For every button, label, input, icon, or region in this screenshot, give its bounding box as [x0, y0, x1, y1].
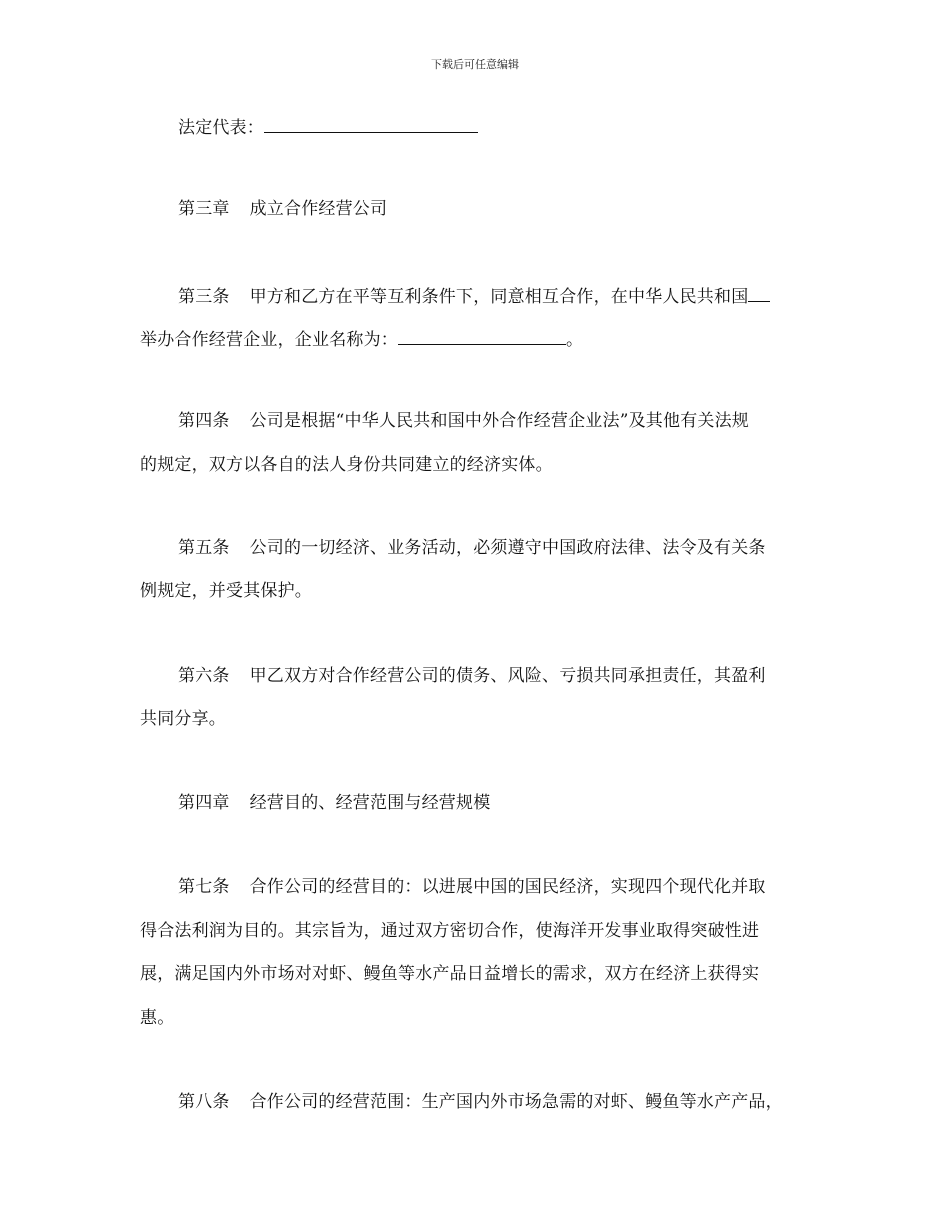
article-3-line-2	[140, 328, 830, 350]
article-7-line-3: 展，满足国内外市场对对虾、鳗鱼等水产品日益增长的需求，双方在经济上获得实	[140, 964, 760, 984]
legal-rep-label: 法定代表：	[178, 118, 264, 138]
article-6-line-1	[178, 666, 830, 686]
legal-rep-blank	[264, 116, 478, 133]
legal-representative-line	[178, 116, 830, 138]
article-text: 。	[566, 330, 584, 350]
article-text: 公司是根据“中华人民共和国中外合作经营企业法”及其他有关法规	[249, 411, 749, 431]
article-5-line-1	[178, 538, 830, 558]
page-header: 下载后可任意编辑	[431, 58, 519, 71]
chapter-3-heading	[178, 199, 830, 219]
article-text: 甲乙双方对合作经营公司的债务、风险、亏损共同承担责任，其盈利	[249, 666, 766, 686]
article-text: 公司的一切经济、业务活动，必须遵守中国政府法律、法令及有关条	[249, 538, 766, 558]
article-7-line-4: 惠。	[140, 1008, 175, 1028]
article-text: 甲方和乙方在平等互利条件下，同意相互合作，在中华人民共和国	[249, 287, 749, 307]
article-8-line-1	[178, 1092, 830, 1112]
article-number: 第七条	[178, 877, 230, 897]
chapter-number: 第四章	[178, 793, 230, 813]
article-text: 合作公司的经营目的：以进展中国的国民经济，实现四个现代化并取	[249, 877, 766, 897]
article-text: 合作公司的经营范围：生产国内外市场急需的对虾、鳗鱼等水产产品，	[249, 1092, 783, 1112]
article-4-line-2: 的规定，双方以各自的法人身份共同建立的经济实体。	[140, 455, 553, 475]
article-7-line-2: 得合法利润为目的。其宗旨为，通过双方密切合作，使海洋开发事业取得突破性进	[140, 921, 760, 941]
article-text: 举办合作经营企业，企业名称为：	[140, 330, 398, 350]
company-name-blank	[398, 328, 566, 345]
article-number: 第六条	[178, 666, 230, 686]
chapter-title: 成立合作经营公司	[249, 199, 388, 219]
article-number: 第八条	[178, 1092, 230, 1112]
article-number: 第五条	[178, 538, 230, 558]
country-blank	[748, 285, 770, 302]
article-4-line-1	[178, 411, 830, 431]
article-number: 第四条	[178, 411, 230, 431]
article-6-line-2: 共同分享。	[140, 709, 226, 729]
chapter-number: 第三章	[178, 199, 230, 219]
chapter-4-heading	[178, 793, 830, 813]
chapter-title: 经营目的、经营范围与经营规模	[249, 793, 491, 813]
article-number: 第三条	[178, 287, 230, 307]
article-7-line-1	[178, 877, 830, 897]
article-5-line-2: 例规定，并受其保护。	[140, 581, 312, 601]
article-3-line-1	[178, 285, 830, 307]
